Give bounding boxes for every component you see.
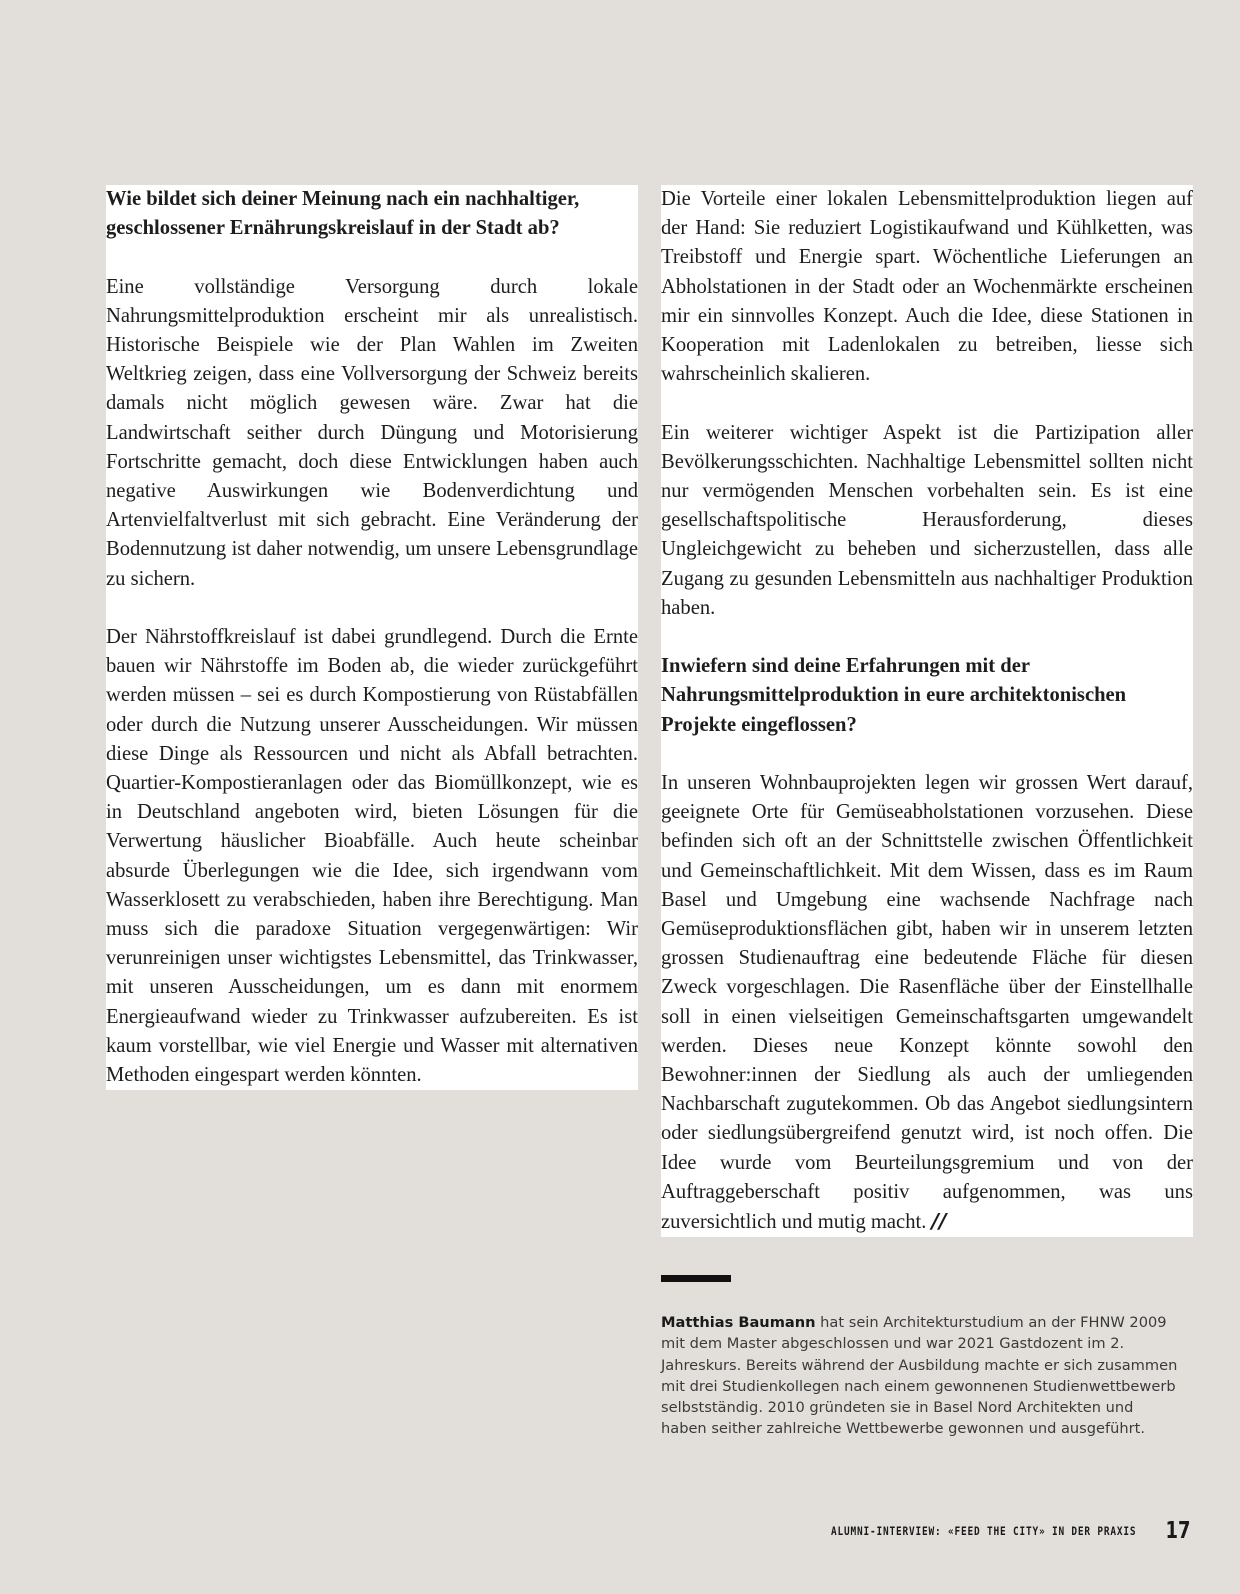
answer-paragraph xyxy=(661,769,1193,1237)
running-title: ALUMNI-INTERVIEW: «FEED THE CITY» IN DER PRAXIS xyxy=(830,1524,1136,1538)
left-column xyxy=(106,185,638,1090)
body-paragraph: Eine vollständige Versorgung durch lokale Nahrungsmittelproduktion erscheint mir als unrealistisch. Historische Beispiele wie der Plan Wahlen im Zweiten Weltkrieg zeigen, dass eine Vollversorgung der Schweiz bereits damals nicht möglich gewesen wäre. Zwar hat die Landwirtschaft seither durch Düngung und Motorisierung Fortschritte gemacht, doch diese Entwicklungen haben auch negative Auswirkungen wie Bodenverdichtung und Artenvielfaltverlust mit sich gebracht. Eine Veränderung der Bodennutzung ist daher notwendig, um unsere Lebensgrundlage zu sichern. xyxy=(106,275,638,590)
bio-divider xyxy=(661,1275,731,1282)
question-heading: Wie bildet sich deiner Meinung nach ein nachhaltiger, geschlossener Ernährungskreislauf in der Stadt ab? xyxy=(106,188,580,240)
page-footer xyxy=(764,1518,1194,1544)
body-paragraph: Die Vorteile einer lokalen Lebensmittelproduktion liegen auf der Hand: Sie reduziert Logistikaufwand und Kühlketten, was Treibstoff und Energie spart. Wöchentliche Lieferungen an Abholstationen in der Stadt oder an Wochenmärkte erscheinen mir ein sinnvolles Konzept. Auch die Idee, diese Stationen in Kooperation mit Ladenlokalen zu betreiben, liesse sich wahrscheinlich skalieren. xyxy=(661,188,1193,386)
end-mark: // xyxy=(931,1209,947,1234)
author-bio xyxy=(661,1312,1181,1440)
author-bio-text: hat sein Architekturstudium an der FHNW 2009 mit dem Master abgeschlossen und war 2021 Gastdozent im 2. Jahreskurs. Bereits während der Ausbildung machte er sich zusammen mit drei Studienkollegen nach einem gewonnenen Studienwettbewerb selbstständig. 2010 gründeten sie in Basel Nord Architekten und haben seither zahlreiche Wettbewerbe gewonnen und ausgeführt. xyxy=(661,1314,1178,1438)
body-paragraph: Der Nährstoffkreislauf ist dabei grundlegend. Durch die Ernte bauen wir Nährstoffe im Boden ab, die wieder zurückgeführt werden müssen – sei es durch Kompostierung von Rüstabfällen oder durch die Nutzung unserer Ausscheidungen. Wir müssen diese Dinge als Ressourcen und nicht als Abfall betrachten. Quartier-Kompostieranlagen oder das Biomüllkonzept, wie es in Deutschland angeboten wird, bieten Lösungen für die Verwertung häuslicher Bioabfälle. Auch heute scheinbar absurde Überlegungen wie die Idee, sich irgendwann vom Wasserklosett zu verabschieden, haben ihre Berechtigung. Man muss sich die paradoxe Situation vergegenwärtigen: Wir verunreinigen unser wichtigstes Lebensmittel, das Trinkwasser, mit unseren Ausscheidungen, um es dann mit enormem Energieaufwand wieder zu Trinkwasser aufzubereiten. Es ist kaum vorstellbar, wie viel Energie und Wasser mit alternativen Methoden eingespart werden könnten. xyxy=(106,626,638,1087)
author-name: Matthias Baumann xyxy=(661,1314,816,1331)
question-heading: Inwiefern sind deine Erfahrungen mit der Nahrungsmittelproduktion in eure architektonischen Projekte eingeflossen? xyxy=(661,655,1127,736)
answer-text: In unseren Wohnbauprojekten legen wir grossen Wert darauf, geeignete Orte für Gemüseabholstationen vorzusehen. Diese befinden sich oft an der Schnittstelle zwischen Öffentlichkeit und Gemeinschaftlichkeit. Mit dem Wissen, dass es im Raum Basel und Umgebung eine wachsende Nachfrage nach Gemüseproduktionsflächen gibt, haben wir in unserem letzten grossen Studienauftrag eine bedeutende Fläche für diesen Zweck vorgeschlagen. Die Rasenfläche über der Einstellhalle soll in einen vielseitigen Gemeinschaftsgarten umgewandelt werden. Dieses neue Konzept könnte sowohl den Bewohner:innen der Siedlung als auch der umliegenden Nachbarschaft zugutekommen. Ob das Angebot siedlungsintern oder siedlungsübergreifend genutzt wird, ist noch offen. Die Idee wurde vom Beurteilungsgremium und von der Auftraggeberschaft positiv aufgenommen, was uns zuversichtlich und mutig macht. xyxy=(661,772,1193,1234)
body-paragraph: Ein weiterer wichtiger Aspekt ist die Partizipation aller Bevölkerungsschichten. Nachhaltige Lebensmittel sollten nicht nur vermögenden Menschen vorbehalten sein. Es ist eine gesellschaftspolitische Herausforderung, dieses Ungleichgewicht zu beheben und sicherzustellen, dass alle Zugang zu gesunden Lebensmitteln aus nachhaltiger Produktion haben. xyxy=(661,421,1193,619)
page-number: 17 xyxy=(1165,1518,1191,1544)
right-column xyxy=(661,185,1193,1237)
